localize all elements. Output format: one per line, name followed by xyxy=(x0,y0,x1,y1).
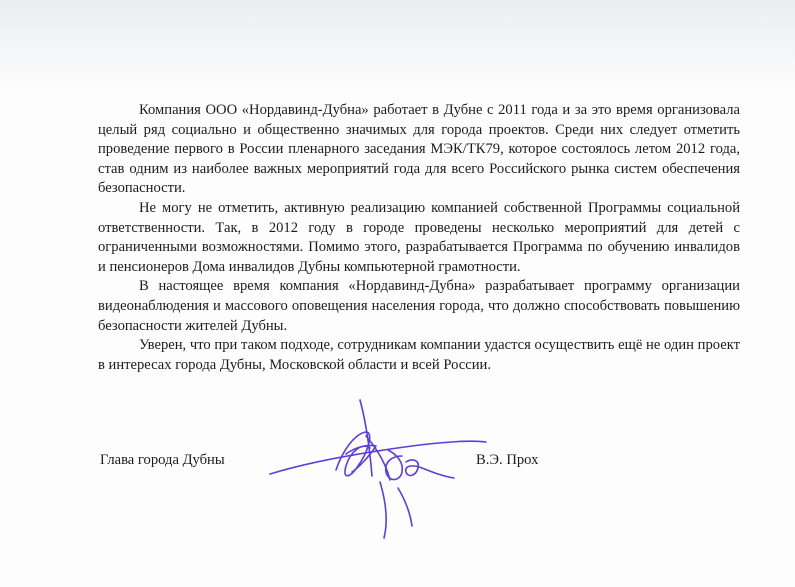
paragraph-3: В настоящее время компания «Нордавинд-Дубна» разрабатывает программу организации видеонаблюдения и массового оповещения населения города, что должно способствовать повышению безопасности жителей Дубны. xyxy=(98,278,740,334)
show-through-shading xyxy=(0,0,795,90)
signatory-title: Глава города Дубны xyxy=(100,452,225,468)
handwritten-signature xyxy=(262,392,492,540)
signatory-name: В.Э. Прох xyxy=(476,452,539,468)
paragraph-2: Не могу не отметить, активную реализацию компанией собственной Программы социальной ответственности. Так, в 2012 году в городе проведены несколько мероприятий для детей с ограниченными возможностями. Помимо этого, разрабатывается Программа по обучению инвалидов и пенсионеров Дома инвалидов Дубны компьютерной грамотности. xyxy=(98,199,740,275)
letter-body xyxy=(98,101,740,375)
paragraph-4: Уверен, что при таком подходе, сотрудникам компании удастся осуществить ещё не один проект в интересах города Дубны, Московской области и всей России. xyxy=(98,337,740,373)
paragraph-1: Компания ООО «Нордавинд-Дубна» работает в Дубне с 2011 года и за это время организовала целый ряд социально и общественно значимых для города проектов. Среди них следует отметить проведение первого в России пленарного заседания МЭК/ТК79, которое состоялось летом 2012 года, став одним из наиболее важных мероприятий года для всего Российского рынка систем обеспечения безопасности. xyxy=(98,102,740,197)
